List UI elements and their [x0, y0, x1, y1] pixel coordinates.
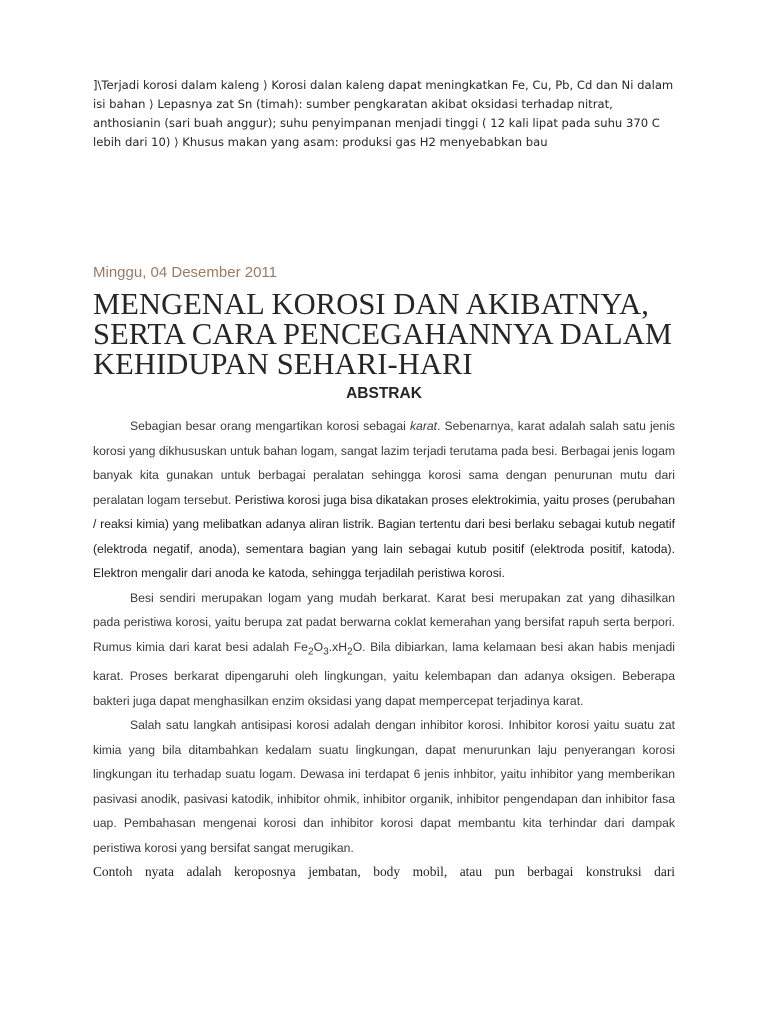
- post-title: MENGENAL KOROSI DAN AKIBATNYA, SERTA CARA PENCEGAHANNYA DALAM KEHIDUPAN SEHARI-HARI: [93, 287, 673, 381]
- abstract-heading: ABSTRAK: [346, 385, 422, 402]
- p1-text-b: . Sebenarnya, karat adalah salah satu jenis korosi yang dikhususkan untuk bahan logam, sangat lazim terjadi terutama pada besi. Berbagai jenis logam banyak kita gunakan untuk berbagai peralatan sehingga korosi sama dengan penurunan mutu dari peralatan logam tersebut.: [93, 419, 676, 507]
- p1-text-a: Sebagian besar orang mengartikan korosi sebagai: [130, 419, 410, 433]
- p2-subscript-2: 3: [323, 645, 329, 657]
- abstract-body: [93, 414, 675, 885]
- p2-text-mid: O: [313, 639, 324, 654]
- p2-subscript-1: 2: [307, 645, 314, 657]
- p1-text-c: Peristiwa korosi juga bisa dikatakan proses elektrokimia, yaitu proses (perubahan / reaksi kimia) yang melibatkan adanya aliran listrik. Bagian tertentu dari besi berlaku sebagai kutub negatif (elektroda negatif, anoda), sementara bagian yang lain sebagai kutub positif (elektroda positif, katoda). Elektron mengalir dari anoda ke katoda, sehingga terjadilah peristiwa korosi.: [93, 492, 675, 580]
- abstract-paragraph-4: Contoh nyata adalah keroposnya jembatan, body mobil, atau pun berbagai konstruksi dari: [93, 864, 675, 880]
- p2-text-x: .xH: [328, 639, 348, 654]
- p1-italic-term: karat: [409, 419, 438, 433]
- intro-paragraph: ]\Terjadi korosi dalam kaleng ⟩ Korosi dalan kaleng dapat meningkatkan Fe, Cu, Pb, Cd dan Ni dalam isi bahan ⟩ Lepasnya zat Sn (timah): sumber pengkaratan akibat oksidasi terhadap nitrat, anthosianin (sari buah anggur); suhu penyimpanan menjadi tinggi ( 12 kali lipat pada suhu 370 C lebih dari 10) ⟩ Khusus makan yang asam: produksi gas H2 menyebabkan bau: [93, 78, 674, 149]
- post-date: Minggu, 04 Desember 2011: [93, 264, 277, 281]
- abstract-paragraph-1: [93, 414, 675, 586]
- p2-text-b: O. Bila dibiarkan, lama kelamaan besi akan habis menjadi karat. Proses berkarat dipengaruhi oleh lingkungan, yaitu kelembapan dan adanya oksigen. Beberapa bakteri juga dapat menghasilkan enzim oksidasi yang dapat mempercepat terjadinya karat.: [93, 639, 675, 708]
- p2-text-a: Besi sendiri merupakan logam yang mudah berkarat. Karat besi merupakan zat yang dihasilkan pada peristiwa korosi, yaitu berupa zat padat berwarna coklat kemerahan yang bersifat rapuh serta berpori. Rumus kimia dari karat besi adalah Fe: [93, 590, 675, 654]
- abstract-paragraph-2: [93, 586, 675, 714]
- p2-subscript-3: 2: [347, 645, 353, 657]
- abstract-paragraph-3: Salah satu langkah antisipasi korosi adalah dengan inhibitor korosi. Inhibitor korosi yaitu suatu zat kimia yang bila ditambahkan kedalam suatu lingkungan, dapat menurunkan laju penyerangan korosi lingkungan itu terhadap suatu logam. Dewasa ini terdapat 6 jenis inhbitor, yaitu inhibitor yang memberikan pasivasi anodik, pasivasi katodik, inhibitor ohmik, inhibitor organik, inhibitor pengendapan dan inhibitor fasa uap. Pembahasan mengenai korosi dan inhibitor korosi dapat membantu kita terhindar dari dampak peristiwa korosi yang bersifat sangat merugikan.: [93, 718, 675, 855]
